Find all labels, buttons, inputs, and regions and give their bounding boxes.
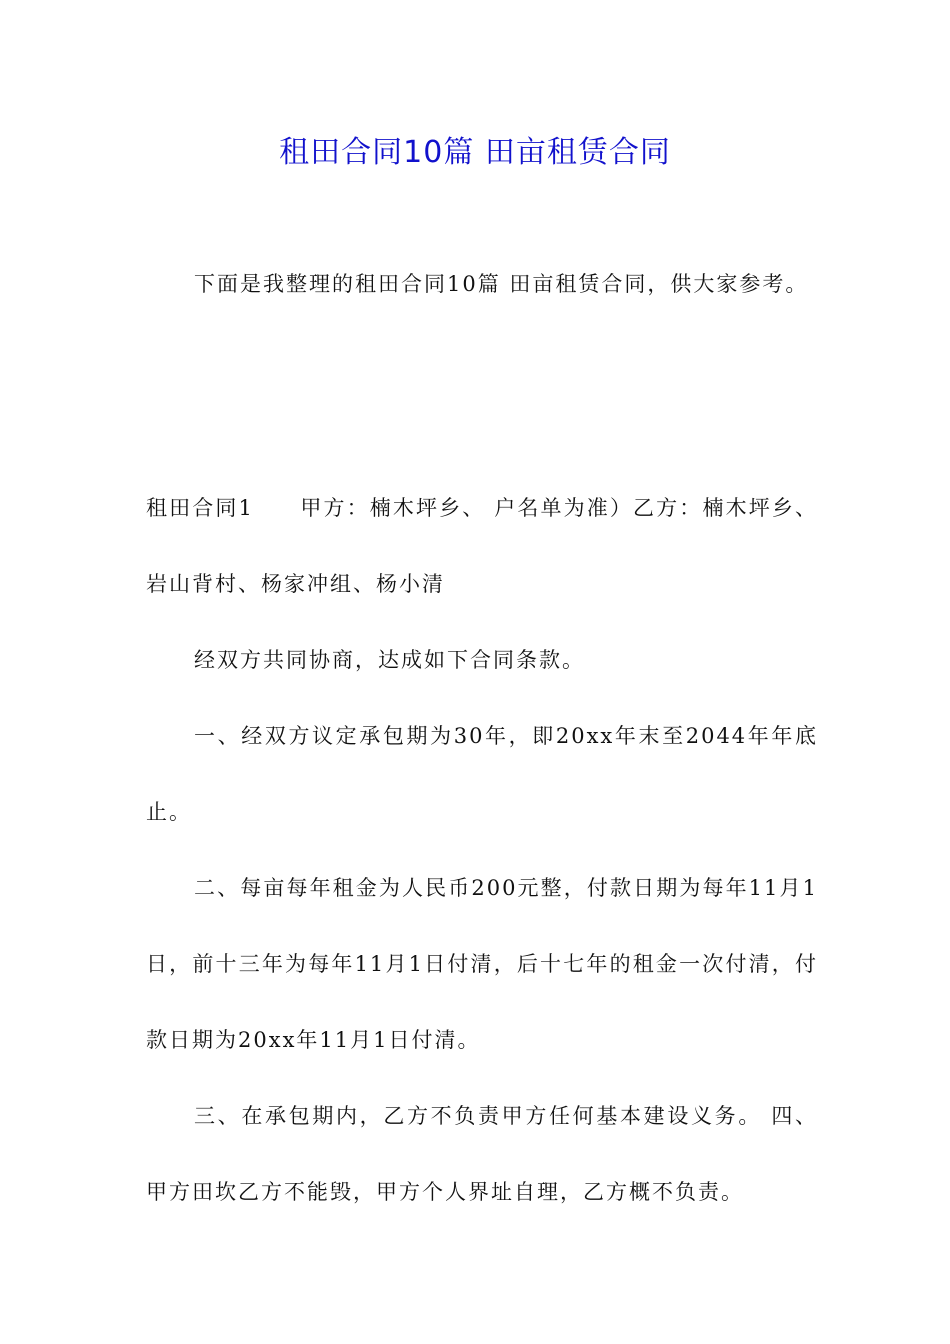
document-title: 租田合同10篇 田亩租赁合同 [279,135,671,170]
paragraph-2: 一、经双方议定承包期为30年，即20xx年末至2044年年底止。 [146,724,818,824]
intro-paragraph: 下面是我整理的租田合同10篇 田亩租赁合同，供大家参考。 [194,272,809,296]
paragraph-1: 经双方共同协商，达成如下合同条款。 [194,648,585,672]
paragraph-4: 三、在承包期内，乙方不负责甲方任何基本建设义务。 四、甲方田坎乙方不能毁，甲方个人界址自理，乙方概不负责。 [146,1104,818,1204]
section-heading: 租田合同1 甲方：楠木坪乡、 户名单为准）乙方：楠木坪乡、岩山背村、杨家冲组、杨小清 [146,496,818,596]
paragraph-3: 二、每亩每年租金为人民币200元整，付款日期为每年11月1日，前十三年为每年11月1日付清，后十七年的租金一次付清，付款日期为20xx年11月1日付清。 [146,876,818,1052]
